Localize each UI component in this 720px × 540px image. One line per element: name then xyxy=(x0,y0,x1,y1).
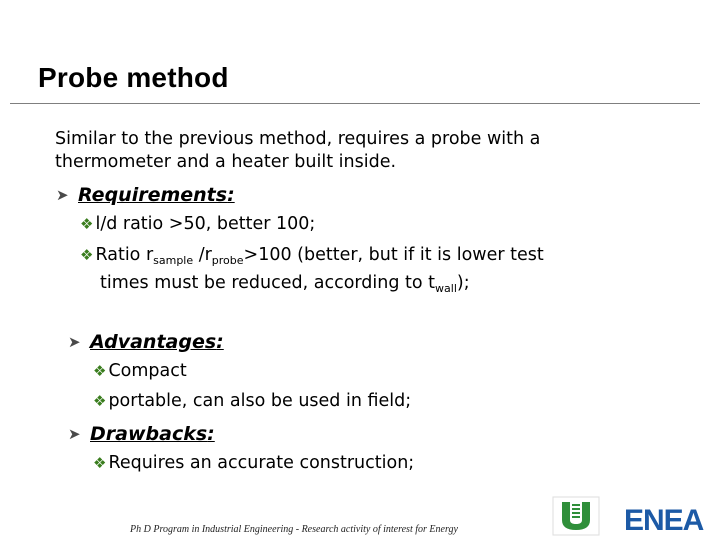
intro-line-2: thermometer and a heater built inside. xyxy=(55,152,397,172)
list-item-text: l/d ratio >50, better 100; xyxy=(95,214,316,234)
list-item-text: Requires an accurate construction; xyxy=(108,453,415,473)
arrow-bullet-icon: ➤ xyxy=(68,333,81,351)
ratio-text-line-2: times must be reduced, according to $t_{wall}$); xyxy=(100,273,470,295)
diamond-bullet-icon: ❖ xyxy=(80,246,94,264)
slide-title: Probe method xyxy=(38,62,229,93)
diamond-bullet-icon: ❖ xyxy=(93,392,107,410)
drawbacks-heading xyxy=(68,423,215,445)
ratio-text: Ratio $r_{sample}$ $/r_{probe}>100$ (better, but if it is lower test xyxy=(95,245,544,267)
arrow-bullet-icon: ➤ xyxy=(68,425,81,443)
intro-line-1: Similar to the previous method, requires a probe with a xyxy=(55,129,541,149)
requirements-label: Requirements: xyxy=(78,184,235,206)
list-item-text: Compact xyxy=(108,361,187,381)
diamond-bullet-icon: ❖ xyxy=(93,454,107,472)
list-item xyxy=(93,452,414,475)
intro-text xyxy=(55,128,655,174)
list-item xyxy=(93,360,187,383)
requirements-heading xyxy=(56,184,235,206)
footer-text: Ph D Program in Industrial Engineering - Research activity of interest for Energy xyxy=(130,524,458,535)
list-item xyxy=(80,244,655,300)
advantages-label: Advantages: xyxy=(90,331,224,353)
list-item-text: portable, can also be used in field; xyxy=(108,391,412,411)
diamond-bullet-icon: ❖ xyxy=(80,215,94,233)
drawbacks-label: Drawbacks: xyxy=(90,423,215,445)
university-logo xyxy=(552,496,600,536)
diamond-bullet-icon: ❖ xyxy=(93,362,107,380)
advantages-heading xyxy=(68,331,224,353)
title-divider xyxy=(10,103,700,104)
svg-text:ENEA: ENEA xyxy=(624,504,704,534)
enea-logo xyxy=(622,504,716,534)
arrow-bullet-icon: ➤ xyxy=(56,186,69,204)
list-item xyxy=(93,390,411,413)
list-item xyxy=(80,213,315,236)
